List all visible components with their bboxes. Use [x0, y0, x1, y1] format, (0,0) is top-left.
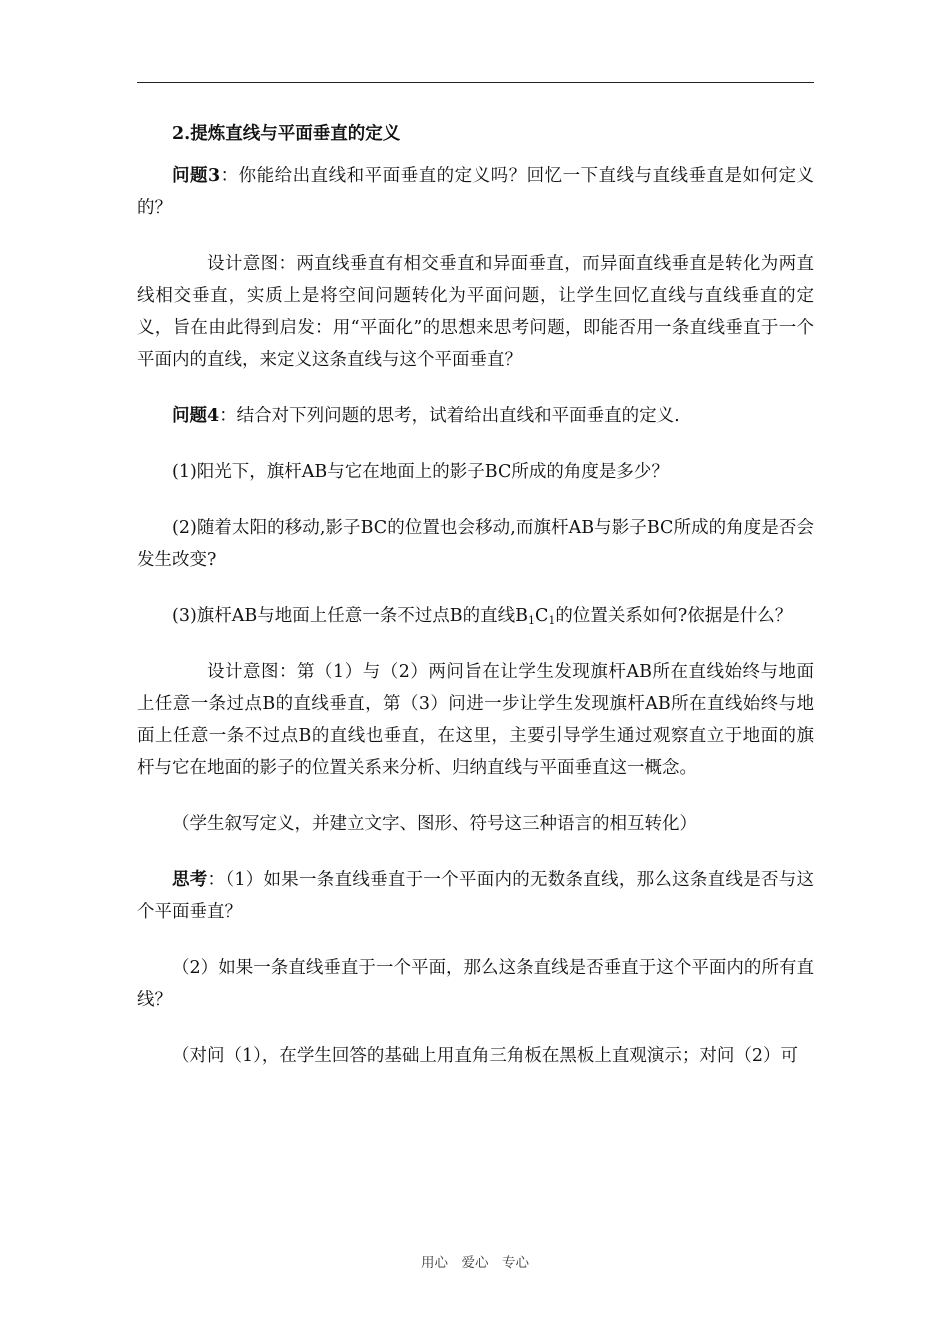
question-4-item-1: (1)阳光下，旗杆AB与它在地面上的影子BC所成的角度是多少？: [172, 462, 669, 482]
closing-note: （对问（1），在学生回答的基础上用直角三角板在黑板上直观演示；对问（2）可: [172, 1046, 799, 1066]
question-4: [137, 400, 814, 432]
header-rule: [137, 82, 814, 83]
item-3-subscript-1: 1: [528, 614, 536, 627]
question-4-label: 问题4: [172, 406, 220, 426]
item-3-text-after: 的位置关系如何?依据是什么？: [555, 606, 793, 626]
page-footer: 用心 爱心 专心: [421, 1255, 529, 1271]
think-question-1: [137, 864, 814, 928]
think-label: 思考: [172, 870, 208, 890]
design-intent-2: 设计意图：第（1）与（2）两问旨在让学生发现旗杆AB所在直线始终与地面上任意一条过点B的直线垂直，第（3）问进一步让学生发现旗杆AB所在直线始终与地面上任意一条不过点B的直线也垂直，在这里，主要引导学生通过观察直立于地面的旗杆与它在地面的影子的位置关系来分析、归纳直线与平面垂直这一概念。: [137, 662, 814, 778]
section-heading: 2.提炼直线与平面垂直的定义: [172, 124, 401, 144]
document-body: [137, 118, 814, 1096]
question-4-text: ：结合对下列问题的思考，试着给出直线和平面垂直的定义.: [219, 406, 680, 426]
item-3-text-mid: C: [535, 606, 549, 626]
item-3-text-before: (3)旗杆AB与地面上任意一条不过点B的直线B: [172, 606, 529, 626]
question-3: [137, 160, 814, 224]
think-question-2: （2）如果一条直线垂直于一个平面，那么这条直线是否垂直于这个平面内的所有直线？: [137, 958, 814, 1010]
think-text: ：（1）如果一条直线垂直于一个平面内的无数条直线，那么这条直线是否与这个平面垂直？: [137, 870, 815, 922]
item-3-subscript-2: 1: [548, 614, 556, 627]
question-4-item-3: [137, 600, 814, 632]
question-4-item-2: (2)随着太阳的移动,影子BC的位置也会移动,而旗杆AB与影子BC所成的角度是否会发生改变?: [137, 518, 814, 570]
question-3-label: 问题3: [172, 166, 221, 186]
design-intent-1: 设计意图：两直线垂直有相交垂直和异面垂直，而异面直线垂直是转化为两直线相交垂直，实质上是将空间问题转化为平面问题，让学生回忆直线与直线垂直的定义，旨在由此得到启发：用“平面化”的思想来思考问题，即能否用一条直线垂直于一个平面内的直线，来定义这条直线与这个平面垂直？: [137, 254, 814, 370]
student-note: （学生叙写定义，并建立文字、图形、符号这三种语言的相互转化）: [172, 814, 697, 834]
question-3-text: ：你能给出直线和平面垂直的定义吗？回忆一下直线与直线垂直是如何定义的？: [137, 166, 814, 218]
